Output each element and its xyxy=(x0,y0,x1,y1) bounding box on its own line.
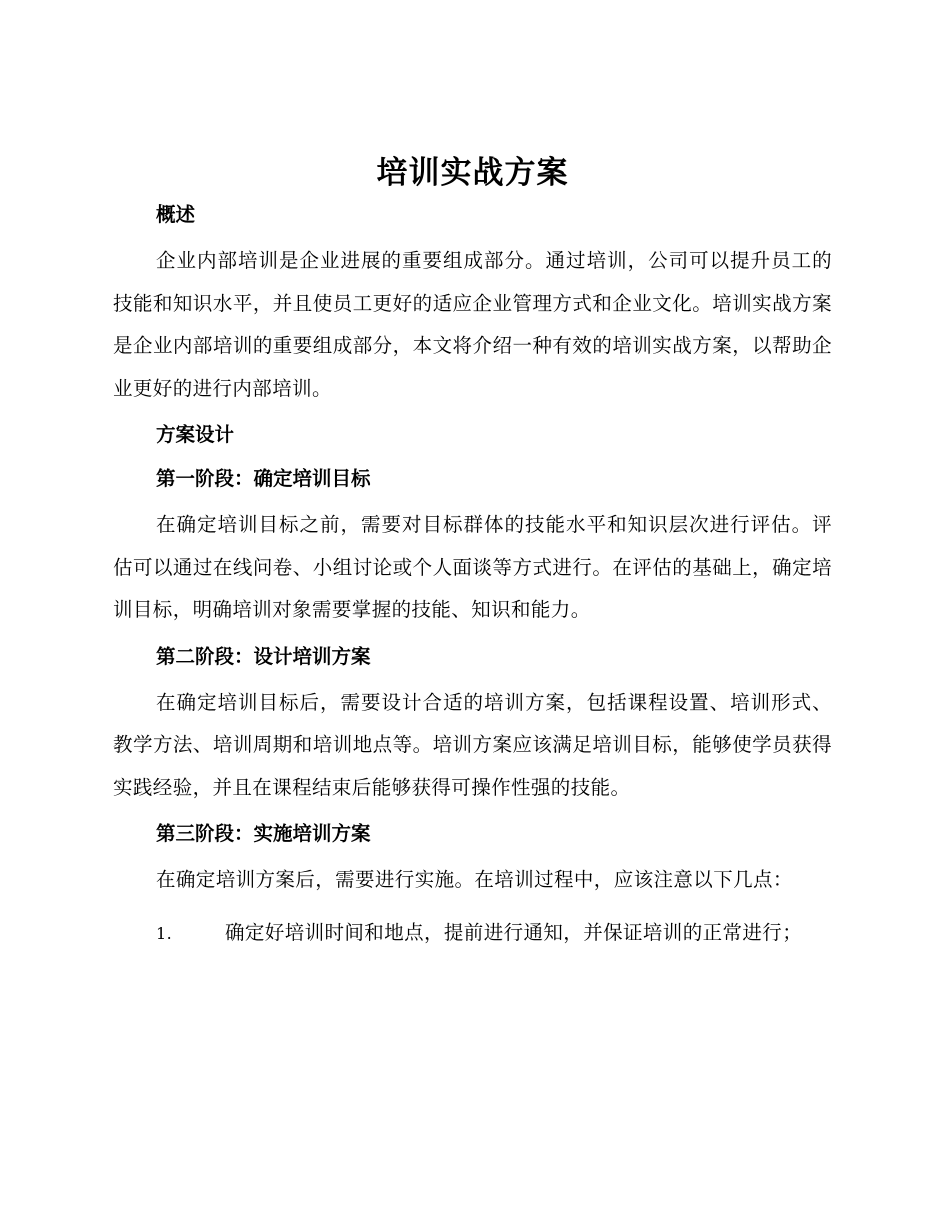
document-content xyxy=(113,150,832,955)
list-item xyxy=(113,912,832,956)
paragraph-overview: 企业内部培训是企业进展的重要组成部分。通过培训，公司可以提升员工的技能和知识水平，并且使员工更好的适应企业管理方式和企业文化。培训实战方案是企业内部培训的重要组成部分，本文将介绍一种有效的培训实战方案，以帮助企业更好的进行内部培训。 xyxy=(113,249,832,400)
section-heading-design: 方案设计 xyxy=(156,423,235,446)
stage-heading-1: 第一阶段：确定培训目标 xyxy=(156,467,371,490)
paragraph-stage-2: 在确定培训目标后，需要设计合适的培训方案，包括课程设置、培训形式、教学方法、培训周期和培训地点等。培训方案应该满足培训目标，能够使学员获得实践经验，并且在课程结束后能够获得可操作性强的技能。 xyxy=(113,690,832,799)
paragraph-stage-1: 在确定培训目标之前，需要对目标群体的技能水平和知识层次进行评估。评估可以通过在线问卷、小组讨论或个人面谈等方式进行。在评估的基础上，确定培训目标，明确培训对象需要掌握的技能、知识和能力。 xyxy=(113,513,832,621)
list-item-text: 确定好培训时间和地点，提前进行通知，并保证培训的正常进行； xyxy=(225,920,803,944)
document-title: 培训实战方案 xyxy=(376,155,569,191)
paragraph-stage-3: 在确定培训方案后，需要进行实施。在培训过程中，应该注意以下几点： xyxy=(156,868,793,891)
section-heading-overview: 概述 xyxy=(156,203,196,226)
stage-heading-3: 第三阶段：实施培训方案 xyxy=(156,822,371,845)
list-item-number: 1. xyxy=(156,923,173,943)
stage-heading-2: 第二阶段：设计培训方案 xyxy=(156,644,371,668)
